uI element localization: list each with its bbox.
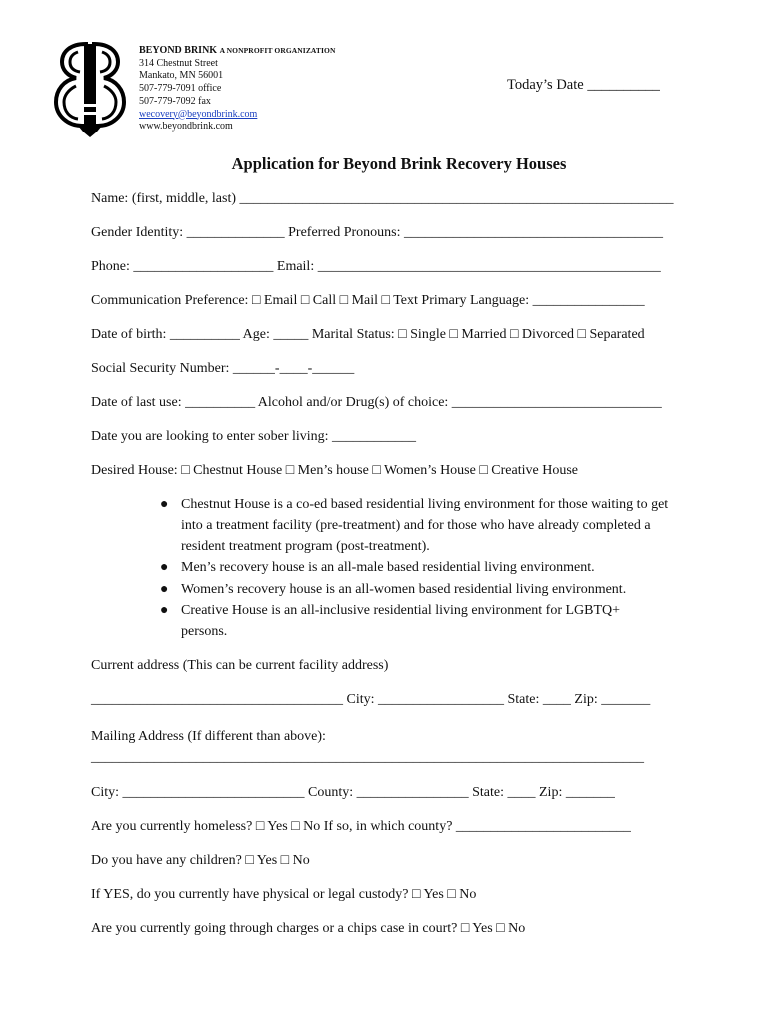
bullet-chestnut-line3: resident treatment program (post-treatment).	[181, 539, 430, 554]
phone-office: 507-779-7091 office	[139, 83, 222, 95]
last-use-field[interactable]: Date of last use: __________ Alcohol and/or Drug(s) of choice: ______________________________	[91, 395, 662, 410]
address-line-2: Mankato, MN 56001	[139, 70, 224, 82]
homeless-field[interactable]: Are you currently homeless? □ Yes □ No If so, in which county? _________________________	[91, 819, 631, 834]
bullet-mens: ● Men’s recovery house is an all-male based residential living environment.	[160, 560, 595, 575]
desired-house-field[interactable]: Desired House: □ Chestnut House □ Men’s house □ Women’s House □ Creative House	[91, 463, 578, 478]
bullet-creative: ● Creative House is an all-inclusive residential living environment for LGBTQ+	[160, 603, 621, 618]
current-address-field[interactable]: ____________________________________ City: __________________ State: ____ Zip: _______	[91, 692, 651, 707]
mailing-address-field[interactable]: _______________________________________________________________________________	[91, 750, 644, 765]
org-name: BEYOND BRINK	[139, 45, 218, 56]
bullet-womens: ● Women’s recovery house is an all-women based residential living environment.	[160, 582, 627, 597]
bullet-creative-line2: persons.	[181, 624, 228, 639]
website: www.beyondbrink.com	[139, 121, 233, 133]
bullet-chestnut: ● Chestnut House is a co-ed based residential living environment for those waiting to get	[160, 497, 669, 512]
current-address-label: Current address (This can be current facility address)	[91, 658, 389, 673]
gender-pronouns-field[interactable]: Gender Identity: ______________ Preferred Pronouns: _____________________________________	[91, 225, 663, 240]
email-link[interactable]: wecovery@beyondbrink.com	[139, 108, 258, 120]
bullet-chestnut-line2: into a treatment facility (pre-treatment) and for those who have already completed a	[181, 518, 651, 533]
todays-date-field[interactable]: Today’s Date __________	[507, 77, 660, 93]
ssn-field[interactable]: Social Security Number: ______-____-______	[91, 361, 355, 376]
communication-preference-field[interactable]: Communication Preference: □ Email □ Call □ Mail □ Text Primary Language: ________________	[91, 293, 645, 308]
court-field[interactable]: Are you currently going through charges or a chips case in court? □ Yes □ No	[91, 921, 526, 936]
phone-email-field[interactable]: Phone: ____________________ Email: _________________________________________________	[91, 259, 661, 274]
city-county-field[interactable]: City: __________________________ County: ________________ State: ____ Zip: _______	[91, 785, 615, 800]
page-title: Application for Beyond Brink Recovery Houses	[231, 154, 567, 173]
dob-marital-field[interactable]: Date of birth: __________ Age: _____ Marital Status: □ Single □ Married □ Divorced □ Separated	[91, 327, 645, 342]
org-tagline: A NONPROFIT ORGANIZATION	[219, 46, 336, 55]
org-info	[139, 45, 335, 134]
custody-field[interactable]: If YES, do you currently have physical or legal custody? □ Yes □ No	[91, 887, 477, 902]
phone-fax: 507-779-7092 fax	[139, 95, 211, 107]
name-field[interactable]: Name: (first, middle, last) ______________________________________________________________	[91, 191, 674, 206]
children-field[interactable]: Do you have any children? □ Yes □ No	[91, 853, 310, 868]
beyond-brink-logo	[52, 40, 128, 138]
mailing-address-label: Mailing Address (If different than above):	[91, 729, 326, 744]
address-line-1: 314 Chestnut Street	[139, 57, 218, 69]
enter-date-field[interactable]: Date you are looking to enter sober living: ____________	[91, 429, 417, 444]
